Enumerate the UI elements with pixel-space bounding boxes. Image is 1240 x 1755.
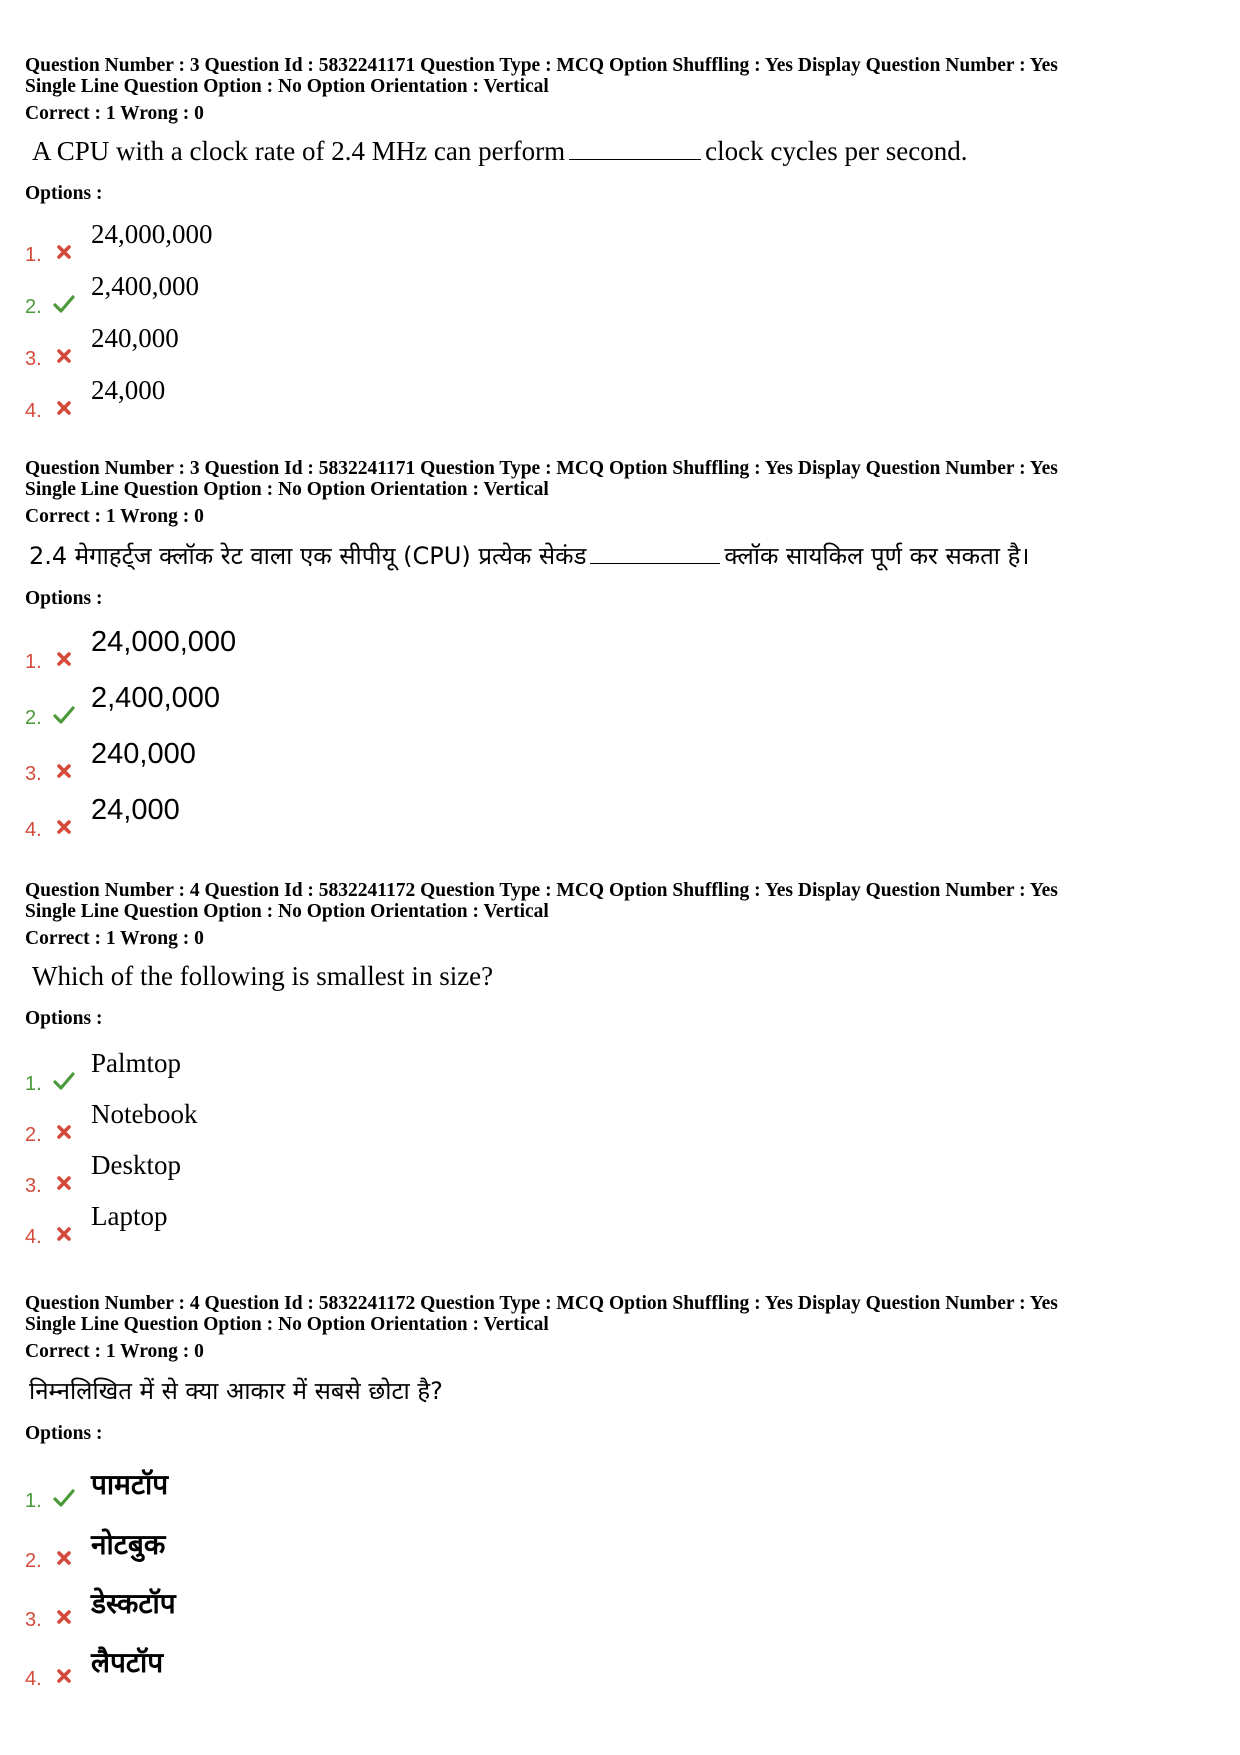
cross-icon bbox=[53, 345, 75, 367]
option-row bbox=[25, 794, 1225, 841]
option-row bbox=[25, 1587, 1225, 1631]
option-text: Desktop bbox=[91, 1150, 181, 1180]
option-text: 24,000,000 bbox=[91, 626, 237, 658]
option-row bbox=[25, 1528, 1225, 1572]
marking-scheme: Correct : 1 Wrong : 0 bbox=[25, 928, 204, 949]
answer-blank bbox=[569, 137, 701, 160]
option-row bbox=[25, 1201, 1225, 1248]
option-row bbox=[25, 1468, 1225, 1512]
option-text: 2,400,000 bbox=[91, 271, 199, 301]
check-icon bbox=[53, 1070, 75, 1092]
question-meta-line: Single Line Question Option : No Option Orientation : Vertical bbox=[25, 76, 549, 97]
option-row bbox=[25, 626, 1225, 673]
cross-icon bbox=[53, 1172, 75, 1194]
option-text: लैपटॉप bbox=[91, 1646, 164, 1679]
option-row bbox=[25, 1048, 1225, 1095]
option-row bbox=[25, 375, 1225, 422]
cross-icon bbox=[53, 1606, 75, 1628]
question-meta-line: Question Number : 4 Question Id : 5832241172 Question Type : MCQ Option Shuffling : Yes Display Question Number : Yes bbox=[25, 1293, 1058, 1314]
question-text: A CPU with a clock rate of 2.4 MHz can perform clock cycles per second. bbox=[32, 136, 968, 166]
option-row bbox=[25, 271, 1225, 318]
option-number: 3. bbox=[25, 763, 42, 785]
option-text: 240,000 bbox=[91, 738, 196, 770]
option-number: 2. bbox=[25, 1550, 42, 1572]
option-text: Notebook bbox=[91, 1099, 198, 1129]
options-label: Options : bbox=[25, 1423, 103, 1444]
question-text: 2.4 मेगाहर्ट्ज क्लॉक रेट वाला एक सीपीयू (CPU) प्रत्येक सेकंड क्लॉक सायकिल पूर्ण कर सकता है। bbox=[29, 542, 1030, 570]
question-block bbox=[25, 458, 1225, 841]
option-text: 24,000 bbox=[91, 375, 166, 405]
question-meta-line: Single Line Question Option : No Option Orientation : Vertical bbox=[25, 479, 549, 500]
cross-icon bbox=[53, 760, 75, 782]
question-meta-line: Single Line Question Option : No Option Orientation : Vertical bbox=[25, 1314, 549, 1335]
check-icon bbox=[53, 1487, 75, 1509]
question-meta-line: Single Line Question Option : No Option Orientation : Vertical bbox=[25, 901, 549, 922]
option-number: 3. bbox=[25, 348, 42, 370]
question-block bbox=[25, 55, 1225, 422]
options-label: Options : bbox=[25, 183, 103, 204]
option-text: 24,000,000 bbox=[91, 219, 213, 249]
options-label: Options : bbox=[25, 588, 103, 609]
marking-scheme: Correct : 1 Wrong : 0 bbox=[25, 506, 204, 527]
marking-scheme: Correct : 1 Wrong : 0 bbox=[25, 103, 204, 124]
check-icon bbox=[53, 704, 75, 726]
option-number: 1. bbox=[25, 244, 42, 266]
options-label: Options : bbox=[25, 1008, 103, 1029]
option-number: 1. bbox=[25, 1490, 42, 1512]
marking-scheme: Correct : 1 Wrong : 0 bbox=[25, 1341, 204, 1362]
answer-blank bbox=[590, 541, 720, 564]
option-number: 3. bbox=[25, 1175, 42, 1197]
option-number: 2. bbox=[25, 296, 42, 318]
option-row bbox=[25, 323, 1225, 370]
option-row bbox=[25, 1150, 1225, 1197]
option-row bbox=[25, 738, 1225, 785]
cross-icon bbox=[53, 397, 75, 419]
option-number: 1. bbox=[25, 651, 42, 673]
question-block bbox=[25, 880, 1225, 1248]
option-number: 3. bbox=[25, 1609, 42, 1631]
cross-icon bbox=[53, 1223, 75, 1245]
option-number: 2. bbox=[25, 707, 42, 729]
question-text: Which of the following is smallest in size? bbox=[32, 961, 494, 991]
cross-icon bbox=[53, 1665, 75, 1687]
option-text: पामटॉप bbox=[91, 1468, 169, 1501]
question-meta-line: Question Number : 3 Question Id : 5832241171 Question Type : MCQ Option Shuffling : Yes Display Question Number : Yes bbox=[25, 458, 1058, 479]
option-text: डेस्कटॉप bbox=[91, 1587, 176, 1620]
question-block bbox=[25, 1293, 1225, 1690]
question-meta-line: Question Number : 4 Question Id : 5832241172 Question Type : MCQ Option Shuffling : Yes Display Question Number : Yes bbox=[25, 880, 1058, 901]
cross-icon bbox=[53, 241, 75, 263]
option-text: Laptop bbox=[91, 1201, 168, 1231]
cross-icon bbox=[53, 648, 75, 670]
question-meta-line: Question Number : 3 Question Id : 5832241171 Question Type : MCQ Option Shuffling : Yes Display Question Number : Yes bbox=[25, 55, 1058, 76]
option-row bbox=[25, 1646, 1225, 1690]
option-text: नोटबुक bbox=[91, 1528, 166, 1561]
check-icon bbox=[53, 293, 75, 315]
option-number: 1. bbox=[25, 1073, 42, 1095]
cross-icon bbox=[53, 816, 75, 838]
option-number: 4. bbox=[25, 400, 42, 422]
question-text: निम्नलिखित में से क्या आकार में सबसे छोटा है? bbox=[29, 1377, 443, 1405]
option-number: 4. bbox=[25, 819, 42, 841]
option-number: 2. bbox=[25, 1124, 42, 1146]
option-row bbox=[25, 1099, 1225, 1146]
cross-icon bbox=[53, 1121, 75, 1143]
option-row bbox=[25, 682, 1225, 729]
option-text: 240,000 bbox=[91, 323, 179, 353]
option-number: 4. bbox=[25, 1668, 42, 1690]
option-text: 24,000 bbox=[91, 794, 180, 826]
cross-icon bbox=[53, 1547, 75, 1569]
option-text: Palmtop bbox=[91, 1048, 182, 1078]
option-number: 4. bbox=[25, 1226, 42, 1248]
option-text: 2,400,000 bbox=[91, 682, 221, 714]
option-row bbox=[25, 219, 1225, 266]
